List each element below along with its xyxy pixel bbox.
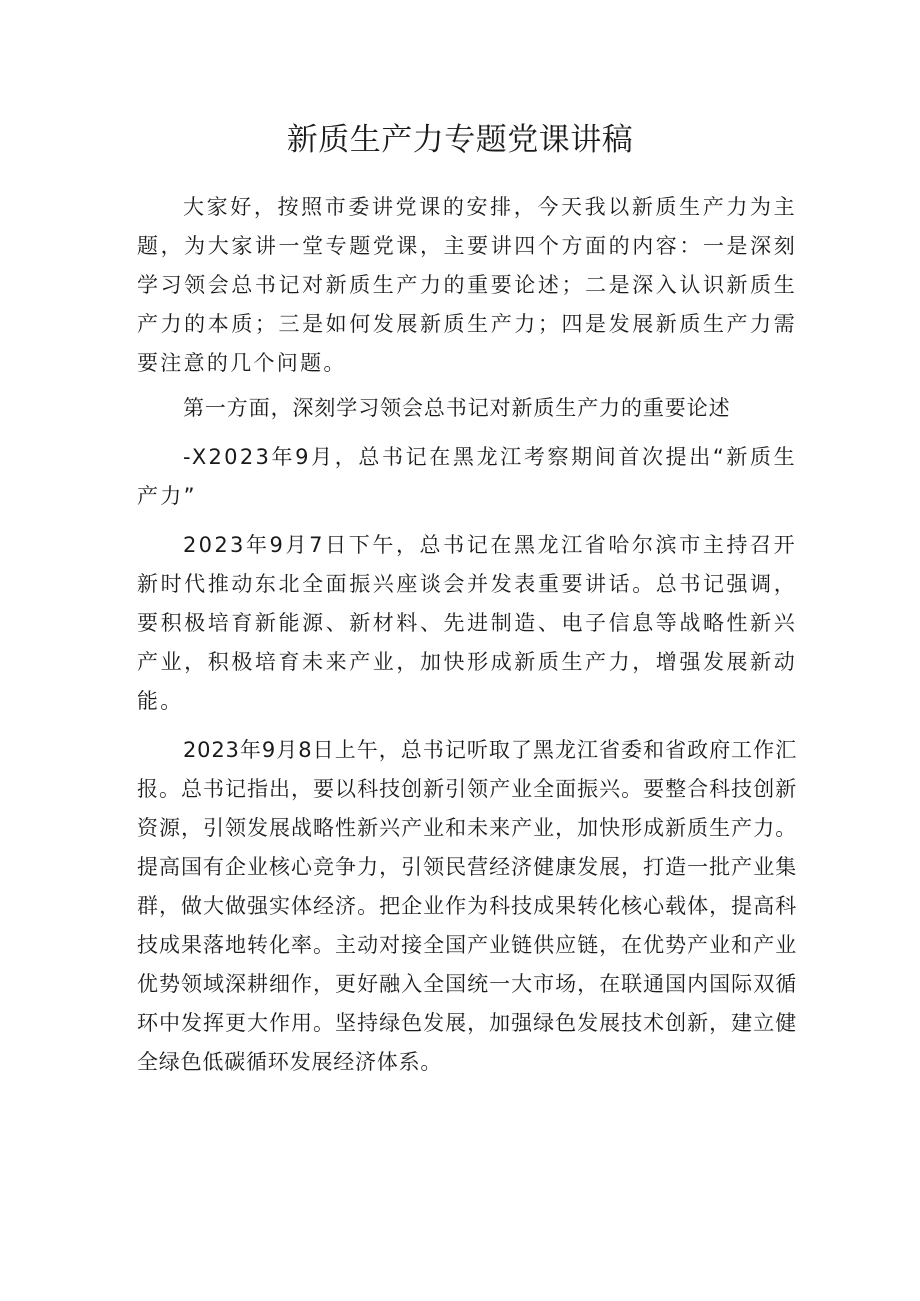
paragraph-intro: 大家好，按照市委讲党课的安排，今天我以新质生产力为主题，为大家讲一堂专题党课，主要讲四个方面的内容：一是深刻学习领会总书记对新质生产力的重要论述；二是深入认识新质生产力的本质；三是如何发展新质生产力；四是发展新质生产力需要注意的几个问题。 xyxy=(137,195,797,375)
paragraph-sept-7: 2023年9月7日下午，总书记在黑龙江省哈尔滨市主持召开新时代推动东北全面振兴座谈会并发表重要讲话。总书记强调，要积极培育新能源、新材料、先进制造、电子信息等战略性新兴产业，积极培育未来产业，加快形成新质生产力，增强发展新动能。 xyxy=(137,533,797,713)
document-title: 新质生产力专题党课讲稿 xyxy=(286,122,634,158)
paragraph-section-heading: 第一方面，深刻学习领会总书记对新质生产力的重要论述 xyxy=(183,396,731,420)
paragraph-sept-8: 2023年9月8日上午，总书记听取了黑龙江省委和省政府工作汇报。总书记指出，要以科技创新引领产业全面振兴。要整合科技创新资源，引领发展战略性新兴产业和未来产业，加快形成新质生产力。提高国有企业核心竞争力，引领民营经济健康发展，打造一批产业集群，做大做强实体经济。把企业作为科技成果转化核心载体，提高科技成果落地转化率。主动对接全国产业链供应链，在优势产业和产业优势领域深耕细作，更好融入全国统一大市场，在联通国内国际双循环中发挥更大作用。坚持绿色发展，加强绿色发展技术创新，建立健全绿色低碳循环发展经济体系。 xyxy=(137,738,797,1074)
document-body xyxy=(137,188,797,1092)
paragraph-subheading: -X2023年9月，总书记在黑龙江考察期间首次提出“新质生产力” xyxy=(137,445,797,508)
